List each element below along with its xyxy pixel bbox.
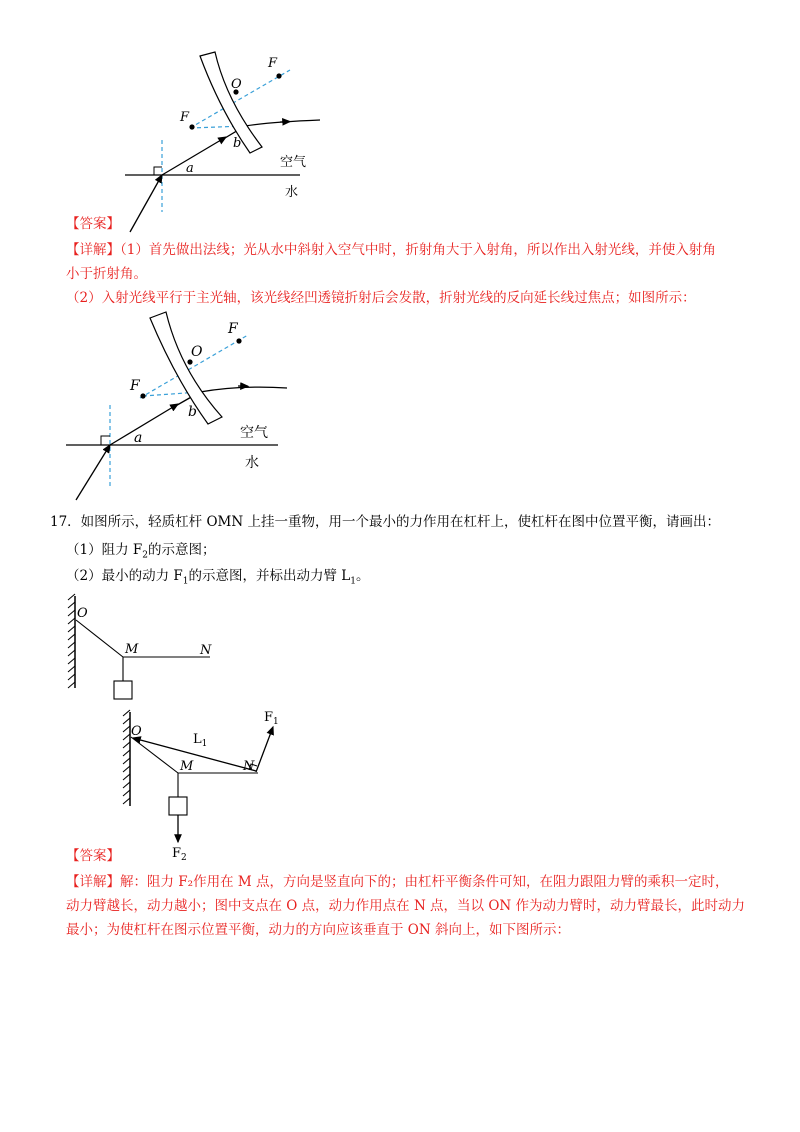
svg-text:F2: $F_2$	[172, 846, 187, 863]
force-F1	[256, 727, 273, 772]
detail-line: 动力臂越长，动力越小；图中支点在 O 点，动力作用点在 N 点，当以 ON 作为动力臂时，动力臂最长，此时动力	[66, 898, 746, 914]
svg-text:b: b	[188, 404, 197, 420]
answer-tag: 【答案】	[66, 848, 120, 864]
question-17-stem: 17．如图所示，轻质杠杆 OMN 上挂一重物，用一个最小的力作用在杠杆上，使杠杆在图中位置平衡，请画出：	[50, 514, 720, 530]
svg-text:水: 水	[285, 185, 299, 200]
svg-text:F: F	[268, 56, 278, 71]
svg-text:M: M	[125, 642, 139, 657]
question-17-item-2: （2）最小的动力 $F_1$的示意图，并标出动力臂 $L_1$。	[66, 568, 370, 587]
weight-box	[169, 797, 187, 815]
svg-text:水: 水	[245, 455, 259, 471]
detail-paragraph-2	[66, 872, 728, 892]
svg-text:a: a	[134, 430, 143, 446]
svg-text:L1: $L_1$	[193, 732, 208, 749]
svg-text:O: O	[231, 77, 242, 92]
detail-text: 解：阻力 F₂作用在 M 点，方向是竖直向下的；由杠杆平衡条件可知，在阻力跟阻力臂的乘积一定时，	[120, 874, 729, 890]
svg-text:F: F	[130, 378, 140, 394]
svg-text:M: M	[180, 759, 194, 774]
svg-text:空气: 空气	[240, 425, 268, 441]
svg-text:a: a	[186, 161, 194, 176]
detail-line: 最小；为使杠杆在图示位置平衡，动力的方向应该垂直于 ON 斜向上，如下图所示：	[66, 922, 570, 938]
svg-text:F: F	[180, 110, 190, 125]
detail-text: （1）首先做出法线；光从水中斜射入空气中时，折射角大于入射角，所以作出入射光线，并使入射角	[120, 242, 716, 258]
detail-tag: 【详解】	[66, 242, 120, 258]
detail-line: 小于折射角。	[66, 266, 147, 282]
svg-text:O: O	[131, 724, 142, 739]
svg-text:O: O	[191, 344, 203, 360]
question-17-item-1: （1）阻力 $F_2$的示意图；	[66, 542, 216, 561]
svg-text:N: N	[243, 759, 255, 774]
detail-line: （2）入射光线平行于主光轴，该光线经凹透镜折射后会发散，折射光线的反向延长线过焦点；如图所示：	[66, 290, 696, 306]
svg-text:N: N	[200, 643, 212, 658]
answer-tag: 【答案】	[66, 216, 120, 232]
detail-tag: 【详解】	[66, 874, 120, 890]
svg-text:空气: 空气	[280, 155, 307, 170]
svg-text:F1: $F_1$	[264, 710, 279, 727]
lever-OM	[131, 737, 178, 773]
svg-text:F: F	[228, 321, 238, 337]
svg-text:b: b	[233, 136, 242, 151]
svg-text:O: O	[77, 606, 88, 621]
